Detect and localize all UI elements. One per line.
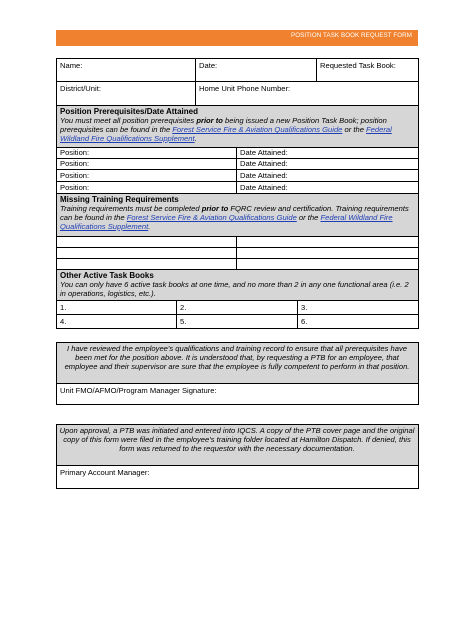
position-label: Position: <box>60 182 90 192</box>
requested-task-book-field[interactable] <box>317 59 418 81</box>
account-manager-label: Primary Account Manager: <box>60 468 150 477</box>
prereq-title: Position Prerequisites/Date Attained <box>60 107 198 116</box>
training-entry-2[interactable] <box>237 237 418 247</box>
active-book-number: 2. <box>180 303 187 312</box>
training-entry-4[interactable] <box>237 248 418 258</box>
name-field[interactable] <box>57 59 195 81</box>
fs-quals-guide-link[interactable]: Forest Service Fire & Aviation Qualifications Guide <box>126 213 297 222</box>
active-book-6[interactable] <box>298 315 418 328</box>
header-banner <box>56 30 418 46</box>
fed-quals-supplement-link[interactable]: Federal Wildland Fire Qualifications Supplement <box>60 213 393 231</box>
date-attained-field-1[interactable] <box>237 148 418 158</box>
date-attained-label: Date Attained: <box>240 182 288 192</box>
active-book-number: 6. <box>301 317 308 326</box>
review-statement: I have reviewed the employee's qualifications and training record to ensure that all prerequisites have been met for the position above. It is understood that, by requesting a PTB for an employee, that employee and their supervisor are sure that the employee is fully competent to perform in that position. <box>64 344 410 372</box>
district-unit-field[interactable] <box>57 82 195 105</box>
requested-task-book-label: Requested Task Book: <box>320 61 396 70</box>
position-field-2[interactable] <box>57 159 236 169</box>
active-book-2[interactable] <box>177 301 297 314</box>
active-book-3[interactable] <box>298 301 418 314</box>
date-attained-field-2[interactable] <box>237 159 418 169</box>
district-unit-label: District/Unit: <box>60 84 101 93</box>
active-instructions: You can only have 6 active task books at one time, and no more than 2 in any one functional area (i.e. 2 in operations, logistics, etc.). <box>60 280 409 298</box>
training-entry-1[interactable] <box>57 237 236 247</box>
position-label: Position: <box>60 159 90 168</box>
active-section <box>57 270 418 300</box>
date-attained-field-4[interactable] <box>237 182 418 193</box>
date-attained-label: Date Attained: <box>240 170 288 180</box>
home-phone-field[interactable] <box>196 82 418 105</box>
position-label: Position: <box>60 170 90 180</box>
date-attained-label: Date Attained: <box>240 148 288 157</box>
active-book-5[interactable] <box>177 315 297 328</box>
active-book-4[interactable] <box>57 315 176 328</box>
training-title: Missing Training Requirements <box>60 195 179 204</box>
active-book-number: 4. <box>60 317 67 326</box>
training-section <box>57 194 418 236</box>
active-title: Other Active Task Books <box>60 271 154 280</box>
training-entry-3[interactable] <box>57 248 236 258</box>
manager-signature-field[interactable] <box>57 384 418 404</box>
training-instructions: Training requirements must be completed prior to FQRC review and certification. Training requirements can be found in the Forest Service Fire & Aviation Qualifications Guide or the Federal Wildland Fire Qualifications Supplement. <box>60 204 409 231</box>
position-field-1[interactable] <box>57 148 236 158</box>
home-phone-label: Home Unit Phone Number: <box>199 84 291 93</box>
active-book-1[interactable] <box>57 301 176 314</box>
fed-quals-supplement-link[interactable]: Federal Wildland Fire Qualifications Supplement <box>60 125 392 143</box>
date-attained-field-3[interactable] <box>237 170 418 181</box>
date-attained-label: Date Attained: <box>240 159 288 168</box>
prereq-section <box>57 106 418 147</box>
training-entry-5[interactable] <box>57 259 236 269</box>
training-entry-6[interactable] <box>237 259 418 269</box>
form-title: POSITION TASK BOOK REQUEST FORM <box>290 32 412 39</box>
prereq-instructions: You must meet all position prerequisites prior to being issued a new Position Task Book; position prerequisites can be found in the Forest Service Fire & Aviation Qualifications Guide or the Federal Wildland Fire Qualifications Supplement. <box>60 116 392 143</box>
manager-signature-label: Unit FMO/AFMO/Program Manager Signature: <box>60 386 217 395</box>
position-field-3[interactable] <box>57 170 236 181</box>
position-field-4[interactable] <box>57 182 236 193</box>
date-field[interactable] <box>196 59 316 81</box>
name-label: Name: <box>60 61 83 70</box>
approval-statement: Upon approval, a PTB was initiated and entered into IQCS. A copy of the PTB cover page and the original copy of this form were filed in the employee's training folder located at Hamilton Dispatch. If denied, this form was returned to the requestor with the necessary documentation. <box>59 426 415 454</box>
active-book-number: 1. <box>60 303 67 312</box>
active-book-number: 3. <box>301 303 308 312</box>
position-label: Position: <box>60 148 90 157</box>
account-manager-field[interactable] <box>57 466 418 488</box>
active-book-number: 5. <box>180 317 187 326</box>
date-label: Date: <box>199 61 218 70</box>
fs-quals-guide-link[interactable]: Forest Service Fire & Aviation Qualifications Guide <box>172 125 343 134</box>
